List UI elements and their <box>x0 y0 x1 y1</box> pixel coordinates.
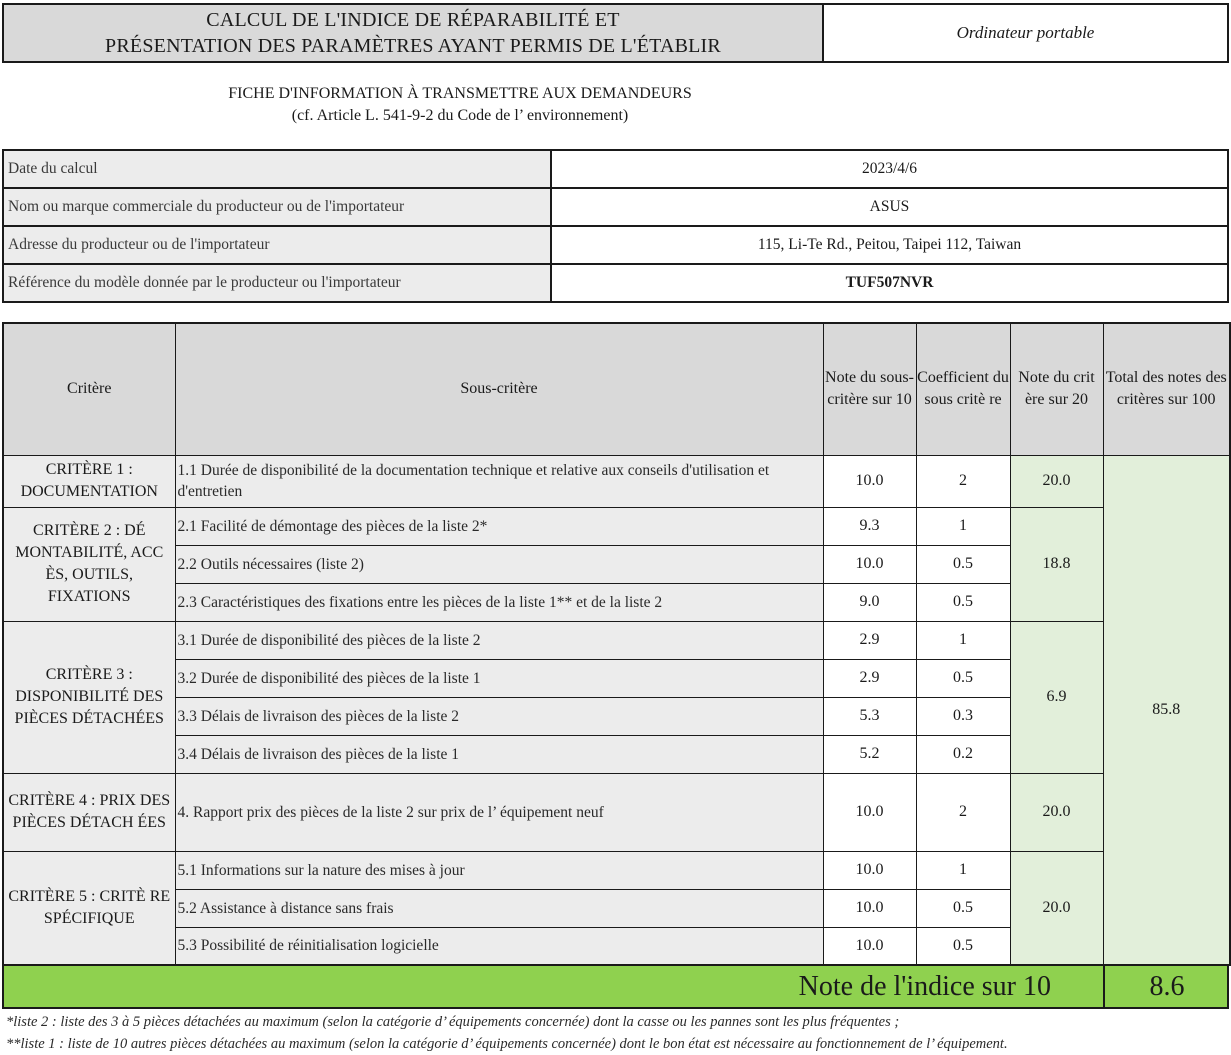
info-label: Adresse du producteur ou de l'importateur <box>3 226 551 264</box>
fiche-line-2: (cf. Article L. 541-9-2 du Code de l’ environnement) <box>291 107 629 124</box>
info-row-brand <box>3 188 1228 226</box>
criterion-score: 20.0 <box>1010 773 1103 851</box>
sub-criterion-label: 5.3 Possibilité de réinitialisation logicielle <box>175 927 823 965</box>
sub-criterion-coef: 2 <box>916 455 1010 507</box>
sub-criterion-label: 4. Rapport prix des pièces de la liste 2 sur prix de l’ équipement neuf <box>175 773 823 851</box>
criterion-score: 18.8 <box>1010 507 1103 621</box>
info-label: Date du calcul <box>3 150 551 188</box>
sub-criterion-coef: 1 <box>916 621 1010 659</box>
sub-criterion-label: 3.1 Durée de disponibilité des pièces de la liste 2 <box>175 621 823 659</box>
table-row <box>3 773 1230 851</box>
sub-criterion-note: 10.0 <box>823 851 916 889</box>
criterion-score: 6.9 <box>1010 621 1103 773</box>
table-row <box>3 507 1230 545</box>
sub-criterion-coef: 0.5 <box>916 659 1010 697</box>
table-row <box>3 851 1230 889</box>
info-value: TUF507NVR <box>551 264 1228 302</box>
table-header-row <box>3 323 1230 455</box>
criterion-name: CRITÈRE 5 : CRITÈ RE SPÉCIFIQUE <box>3 851 175 965</box>
info-row-address <box>3 226 1228 264</box>
sub-criterion-note: 9.0 <box>823 583 916 621</box>
criteria-table <box>2 322 1231 966</box>
criterion-score: 20.0 <box>1010 851 1103 965</box>
title-line-2: PRÉSENTATION DES PARAMÈTRES AYANT PERMIS DE L'ÉTABLIR <box>105 35 721 57</box>
sub-criterion-coef: 0.5 <box>916 545 1010 583</box>
info-value: 115, Li-Te Rd., Peitou, Taipei 112, Taiwan <box>551 226 1228 264</box>
header-sous-critere: Sous-critère <box>175 323 823 455</box>
info-label: Nom ou marque commerciale du producteur ou de l'importateur <box>3 188 551 226</box>
sub-criterion-coef: 1 <box>916 851 1010 889</box>
repairability-index-row <box>2 964 1229 1009</box>
fiche-heading <box>0 83 920 127</box>
index-label: Note de l'indice sur 10 <box>798 970 1051 1002</box>
sub-criterion-label: 3.2 Durée de disponibilité des pièces de la liste 1 <box>175 659 823 697</box>
criterion-name: CRITÈRE 4 : PRIX DES PIÈCES DÉTACH ÉES <box>3 773 175 851</box>
sub-criterion-label: 2.3 Caractéristiques des fixations entre les pièces de la liste 1** et de la liste 2 <box>175 583 823 621</box>
criterion-name: CRITÈRE 1 : DOCUMENTATION <box>3 455 175 507</box>
criterion-name: CRITÈRE 2 : DÉ MONTABILITÉ, ACC ÈS, OUTILS, FIXATIONS <box>3 507 175 621</box>
sub-criterion-note: 10.0 <box>823 773 916 851</box>
header-total: Total des notes des critères sur 100 <box>1103 323 1230 455</box>
criterion-score: 20.0 <box>1010 455 1103 507</box>
sub-criterion-note: 10.0 <box>823 545 916 583</box>
total-score: 85.8 <box>1103 455 1230 965</box>
header-coefficient: Coefficient du sous critè re <box>916 323 1010 455</box>
sub-criterion-coef: 0.5 <box>916 889 1010 927</box>
product-category <box>822 3 1229 63</box>
header-note-critere: Note du crit ère sur 20 <box>1010 323 1103 455</box>
sub-criterion-coef: 1 <box>916 507 1010 545</box>
sub-criterion-note: 2.9 <box>823 659 916 697</box>
sub-criterion-note: 10.0 <box>823 455 916 507</box>
sub-criterion-coef: 2 <box>916 773 1010 851</box>
table-row <box>3 621 1230 659</box>
sub-criterion-note: 2.9 <box>823 621 916 659</box>
table-row <box>3 455 1230 507</box>
sub-criterion-label: 3.4 Délais de livraison des pièces de la liste 1 <box>175 735 823 773</box>
info-value: 2023/4/6 <box>551 150 1228 188</box>
criterion-name: CRITÈRE 3 : DISPONIBILITÉ DES PIÈCES DÉTACHÉES <box>3 621 175 773</box>
sub-criterion-label: 5.2 Assistance à distance sans frais <box>175 889 823 927</box>
info-row-date <box>3 150 1228 188</box>
sub-criterion-label: 2.1 Facilité de démontage des pièces de la liste 2* <box>175 507 823 545</box>
sub-criterion-note: 5.3 <box>823 697 916 735</box>
sub-criterion-note: 10.0 <box>823 889 916 927</box>
sub-criterion-note: 5.2 <box>823 735 916 773</box>
sub-criterion-note: 10.0 <box>823 927 916 965</box>
header-critere: Critère <box>3 323 175 455</box>
info-label: Référence du modèle donnée par le producteur ou l'importateur <box>3 264 551 302</box>
footnote-list-2: *liste 2 : liste des 3 à 5 pièces détachées au maximum (selon la catégorie d’ équipements concernée) dont la casse ou les pannes sont les plus fréquentes ; <box>6 1014 900 1030</box>
sub-criterion-coef: 0.3 <box>916 697 1010 735</box>
sub-criterion-coef: 0.2 <box>916 735 1010 773</box>
header-note-sous-critere: Note du sous-critère sur 10 <box>823 323 916 455</box>
sub-criterion-label: 2.2 Outils nécessaires (liste 2) <box>175 545 823 583</box>
info-row-model <box>3 264 1228 302</box>
sub-criterion-coef: 0.5 <box>916 583 1010 621</box>
sub-criterion-label: 3.3 Délais de livraison des pièces de la liste 2 <box>175 697 823 735</box>
footnote-list-1: **liste 1 : liste de 10 autres pièces détachées au maximum (selon la catégorie d’ équipements concernée) dont le bon état est nécessaire au fonctionnement de l’ équipement. <box>6 1036 1008 1052</box>
fiche-line-1: FICHE D'INFORMATION À TRANSMETTRE AUX DEMANDEURS <box>228 85 692 102</box>
footnotes <box>6 1011 1226 1055</box>
sub-criterion-note: 9.3 <box>823 507 916 545</box>
document-title <box>2 3 824 63</box>
info-value: ASUS <box>551 188 1228 226</box>
sub-criterion-label: 1.1 Durée de disponibilité de la documentation technique et relative aux conseils d'utilisation et d'entretien <box>175 455 823 507</box>
product-category-text: Ordinateur portable <box>956 23 1095 42</box>
sub-criterion-label: 5.1 Informations sur la nature des mises à jour <box>175 851 823 889</box>
sub-criterion-coef: 0.5 <box>916 927 1010 965</box>
info-table <box>2 149 1229 303</box>
title-line-1: CALCUL DE L'INDICE DE RÉPARABILITÉ ET <box>206 9 620 31</box>
index-score: 8.6 <box>1149 970 1185 1002</box>
